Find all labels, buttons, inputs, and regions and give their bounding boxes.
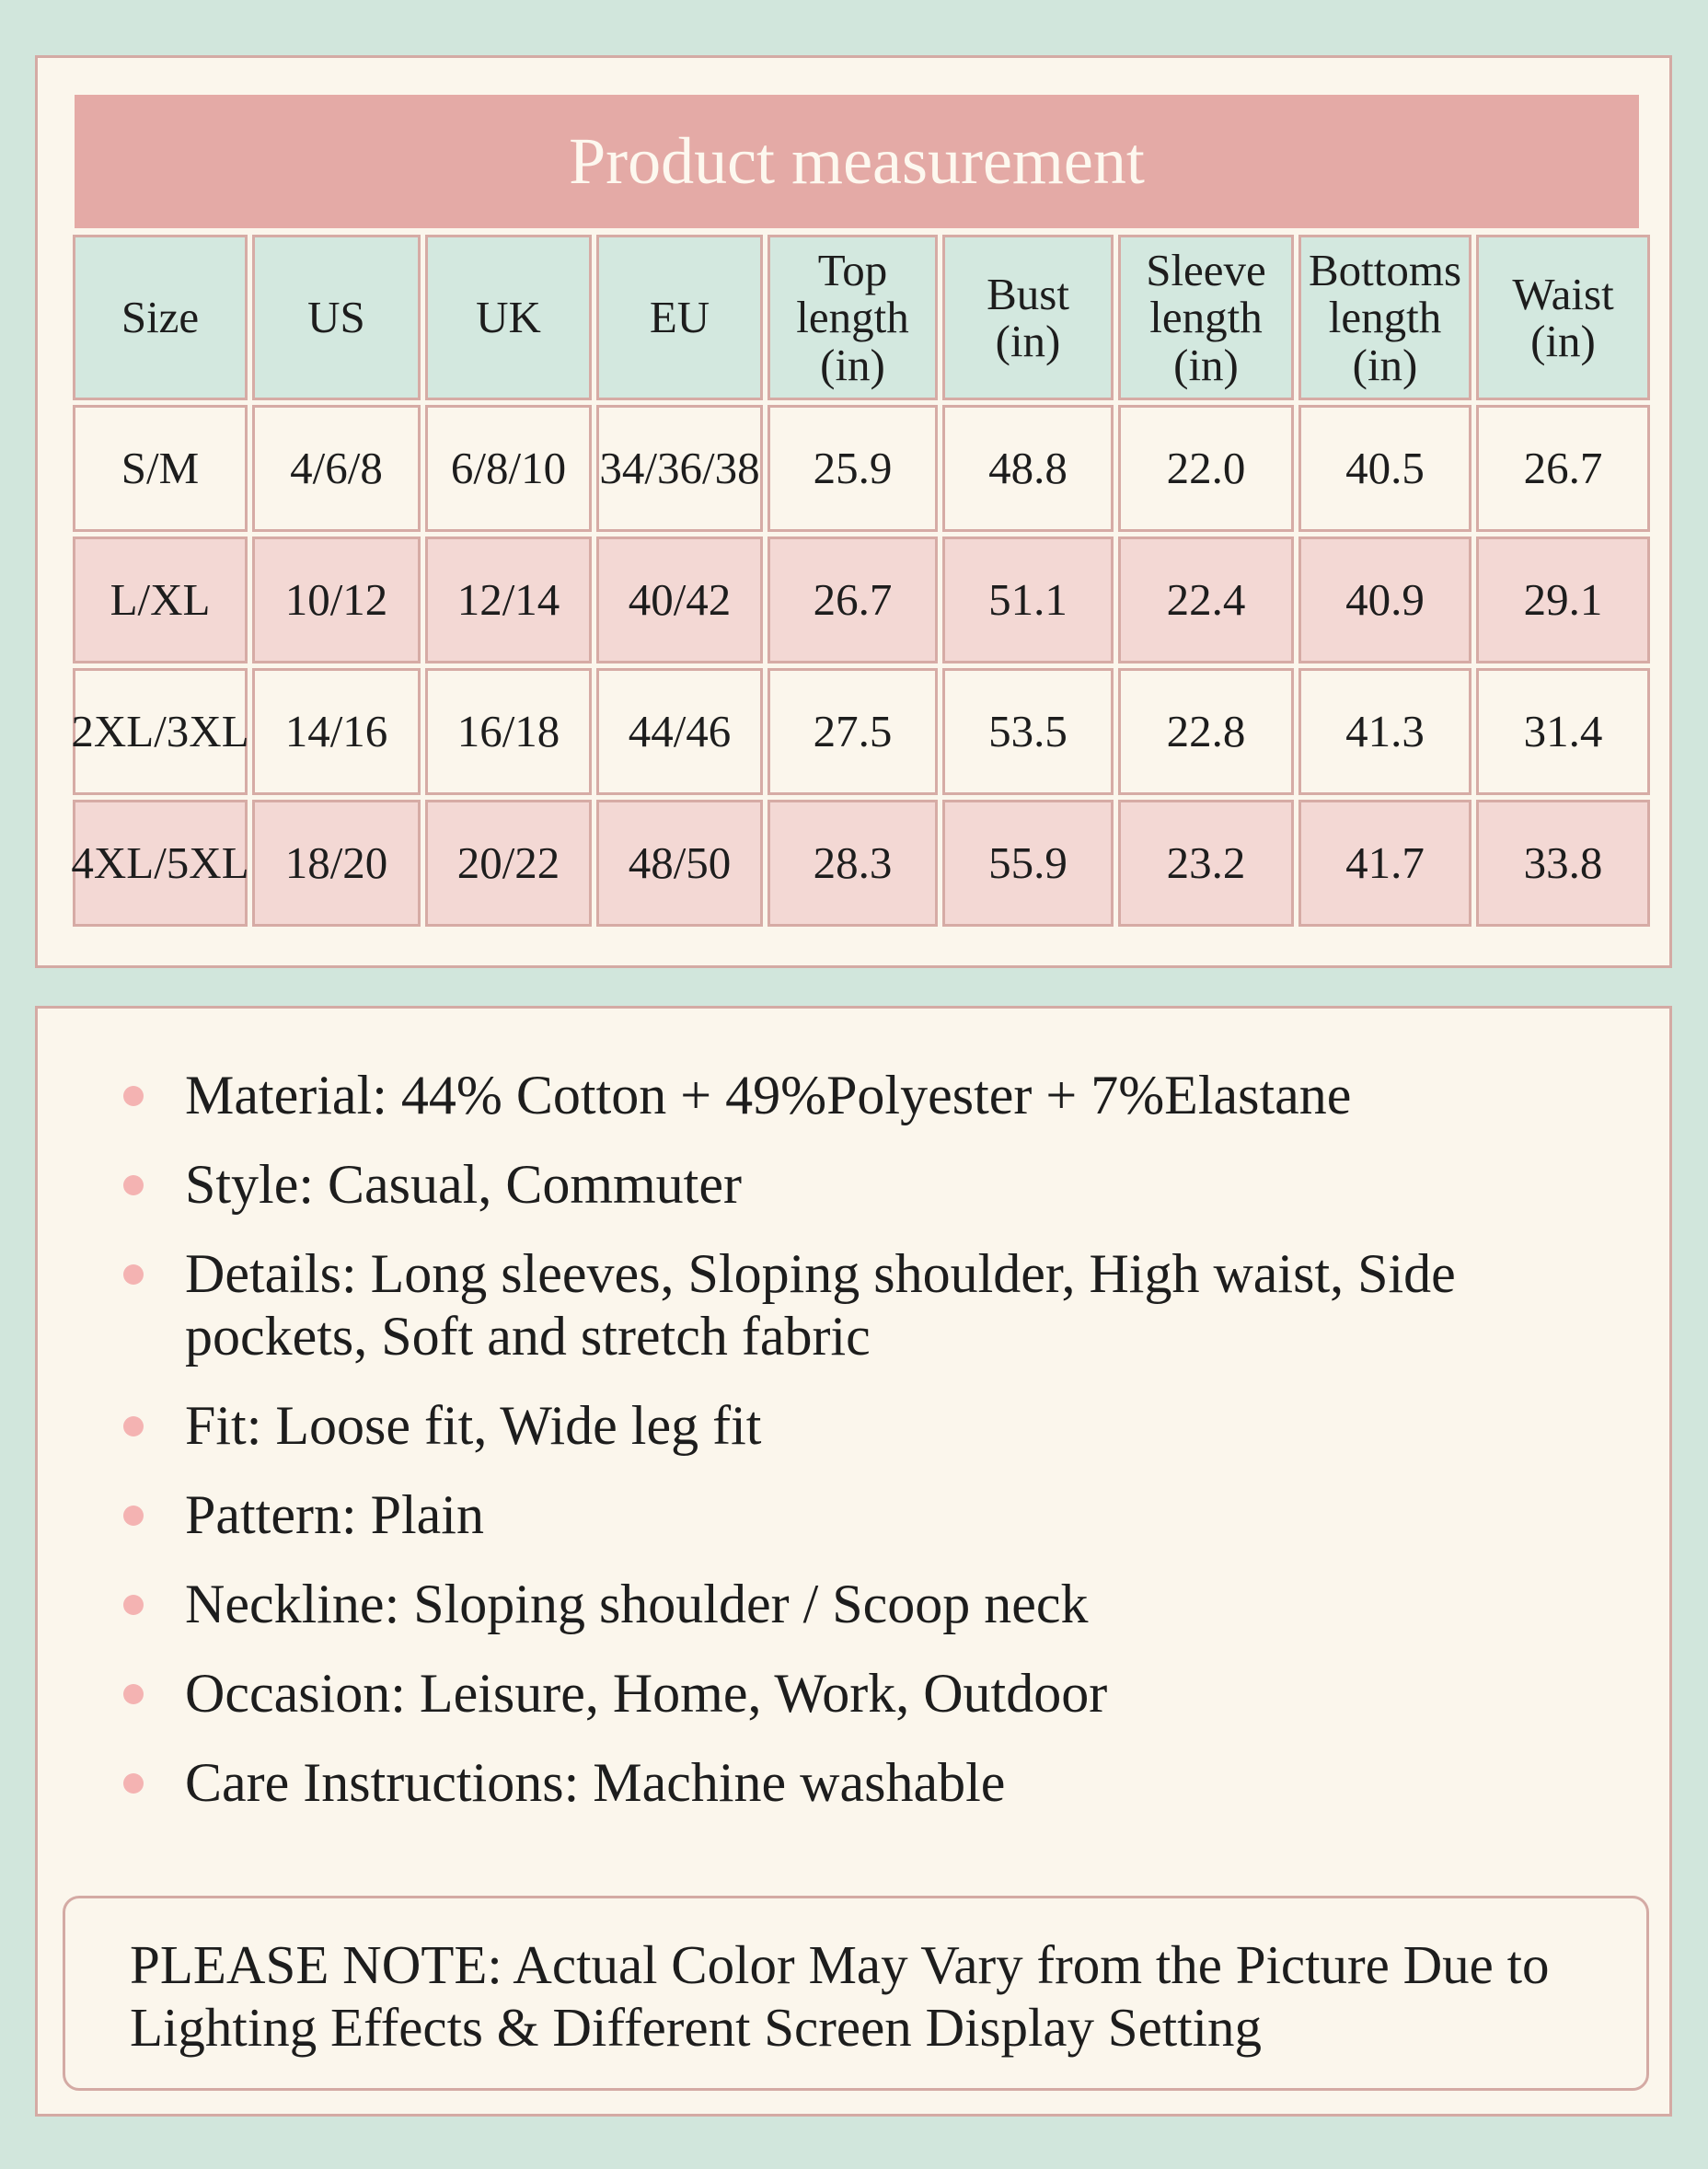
detail-item [38, 1064, 1669, 1126]
detail-label: Details: [185, 1243, 357, 1304]
column-header: UK [425, 235, 592, 400]
detail-item [38, 1662, 1669, 1725]
measurement-panel [35, 55, 1672, 968]
detail-item [38, 1751, 1669, 1814]
table-cell: 31.4 [1476, 668, 1650, 795]
size-table [73, 235, 1650, 927]
detail-value: Machine washable [579, 1752, 1006, 1813]
table-cell: 51.1 [942, 536, 1114, 663]
size-cell: S/M [73, 405, 248, 532]
table-title: Product measurement [75, 95, 1639, 228]
table-cell: 18/20 [252, 800, 421, 927]
table-cell: 55.9 [942, 800, 1114, 927]
bullet-icon [123, 1416, 144, 1436]
table-cell: 10/12 [252, 536, 421, 663]
bullet-icon [123, 1773, 144, 1794]
table-cell: 41.3 [1298, 668, 1471, 795]
table-cell: 44/46 [596, 668, 763, 795]
table-cell: 40.9 [1298, 536, 1471, 663]
bullet-icon [123, 1506, 144, 1526]
detail-value: 44% Cotton + 49%Polyester + 7%Elastane [387, 1065, 1352, 1125]
detail-label: Style: [185, 1154, 315, 1215]
detail-label: Fit: [185, 1395, 262, 1456]
detail-item [38, 1573, 1669, 1635]
details-panel [35, 1006, 1672, 2117]
note-label: PLEASE NOTE: [130, 1934, 502, 1995]
table-cell: 41.7 [1298, 800, 1471, 927]
detail-item [38, 1153, 1669, 1216]
detail-value: Plain [356, 1484, 484, 1545]
column-header: Size [73, 235, 248, 400]
detail-item [38, 1483, 1669, 1546]
column-header: Sleeve length (in) [1118, 235, 1294, 400]
size-cell: 4XL/5XL [73, 800, 248, 927]
column-header: Bust (in) [942, 235, 1114, 400]
detail-label: Occasion: [185, 1663, 406, 1724]
table-cell: 25.9 [767, 405, 938, 532]
detail-value: Long sleeves, Sloping shoulder, High waist, Side pockets, Soft and stretch fabric [185, 1243, 1456, 1367]
table-cell: 26.7 [767, 536, 938, 663]
column-header: EU [596, 235, 763, 400]
table-cell: 34/36/38 [596, 405, 763, 532]
table-cell: 20/22 [425, 800, 592, 927]
table-cell: 33.8 [1476, 800, 1650, 927]
note-text: Actual Color May Vary from the Picture Due to Lighting Effects & Different Screen Display Setting [130, 1934, 1550, 2058]
bullet-icon [123, 1595, 144, 1615]
bullet-icon [123, 1175, 144, 1195]
detail-value: Casual, Commuter [314, 1154, 742, 1215]
table-cell: 26.7 [1476, 405, 1650, 532]
detail-value: Leisure, Home, Work, Outdoor [405, 1663, 1108, 1724]
table-cell: 40/42 [596, 536, 763, 663]
bullet-icon [123, 1264, 144, 1285]
detail-value: Sloping shoulder / Scoop neck [399, 1574, 1089, 1634]
table-cell: 4/6/8 [252, 405, 421, 532]
table-cell: 53.5 [942, 668, 1114, 795]
table-cell: 16/18 [425, 668, 592, 795]
table-cell: 22.8 [1118, 668, 1294, 795]
note-box [63, 1896, 1649, 2091]
column-header: Top length (in) [767, 235, 938, 400]
details-list [38, 1064, 1669, 1840]
column-header: US [252, 235, 421, 400]
detail-item [38, 1242, 1669, 1367]
size-cell: 2XL/3XL [73, 668, 248, 795]
table-cell: 28.3 [767, 800, 938, 927]
table-cell: 23.2 [1118, 800, 1294, 927]
detail-label: Material: [185, 1065, 387, 1125]
table-cell: 12/14 [425, 536, 592, 663]
detail-label: Neckline: [185, 1574, 400, 1634]
bullet-icon [123, 1684, 144, 1704]
table-cell: 22.4 [1118, 536, 1294, 663]
table-cell: 40.5 [1298, 405, 1471, 532]
detail-label: Care Instructions: [185, 1752, 580, 1813]
table-cell: 14/16 [252, 668, 421, 795]
table-cell: 29.1 [1476, 536, 1650, 663]
table-cell: 27.5 [767, 668, 938, 795]
table-cell: 48.8 [942, 405, 1114, 532]
detail-item [38, 1394, 1669, 1457]
detail-value: Loose fit, Wide leg fit [261, 1395, 762, 1456]
table-cell: 22.0 [1118, 405, 1294, 532]
size-cell: L/XL [73, 536, 248, 663]
detail-label: Pattern: [185, 1484, 357, 1545]
table-cell: 6/8/10 [425, 405, 592, 532]
table-cell: 48/50 [596, 800, 763, 927]
bullet-icon [123, 1086, 144, 1106]
column-header: Waist (in) [1476, 235, 1650, 400]
column-header: Bottoms length (in) [1298, 235, 1471, 400]
